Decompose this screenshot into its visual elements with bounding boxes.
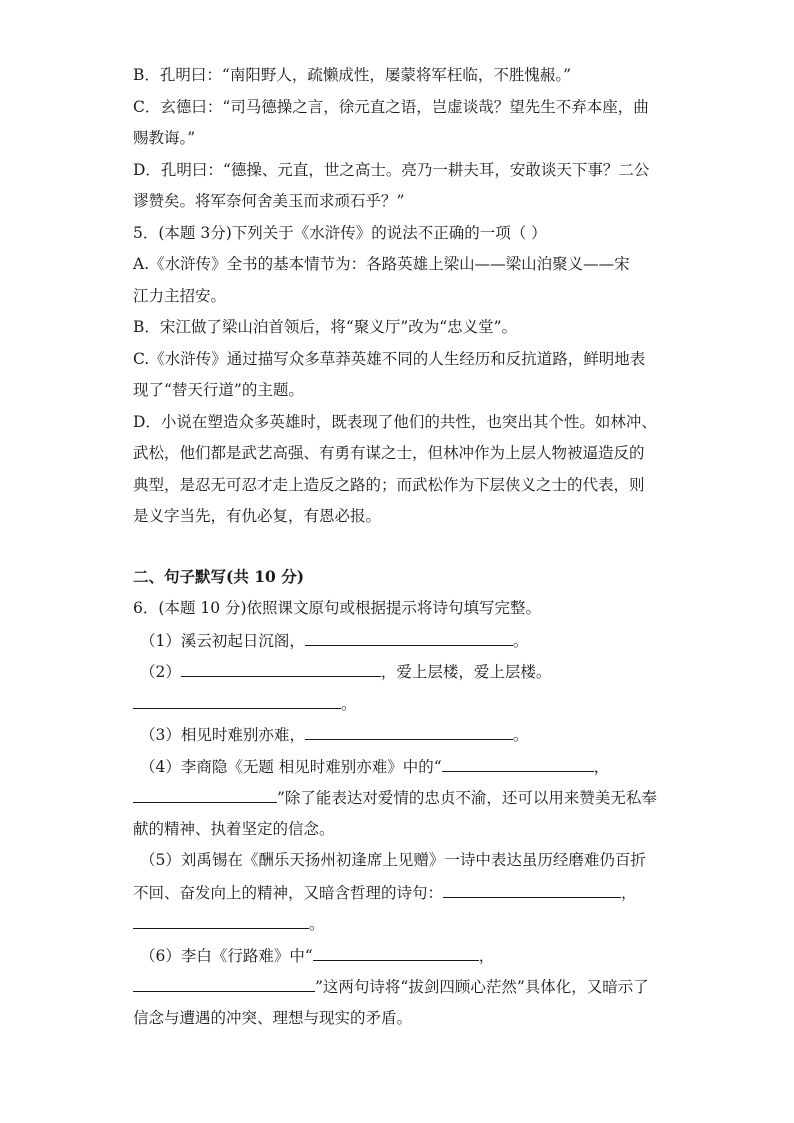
- q5-option-d-line2: 武松，他们都是武艺高强、有勇有谋之士，但林冲作为上层人物被逼造反的: [133, 444, 645, 462]
- q5-option-c-line1: C.《水浒传》通过描写众多草莽英雄不同的人生经历和反抗道路，鲜明地表: [133, 350, 646, 368]
- q4-option-c-line1: C．玄德曰：“司马德操之言，徐元直之语，岂虚谈哉？望先生不弃本座，曲: [133, 98, 649, 116]
- q6-item6-blank-2[interactable]: [133, 975, 315, 992]
- q6-item2-line2: [133, 692, 357, 714]
- q6-item4-line3: 献的精神、执着坚定的信念。: [133, 820, 335, 838]
- q6-item6: [140, 944, 494, 966]
- q6-item1-blank[interactable]: [305, 629, 513, 646]
- q4-option-d-line1: D．孔明曰：“德操、元直，世之高士。亮乃一耕夫耳，安敢谈天下事？二公: [133, 161, 650, 179]
- q6-item4-comma: ，: [593, 758, 610, 776]
- q6-item2-blank-1[interactable]: [181, 660, 381, 677]
- q6-item3-blank[interactable]: [305, 723, 513, 740]
- q6-item4-blank-1[interactable]: [442, 755, 594, 772]
- q6-item1-end: 。: [512, 632, 529, 650]
- q6-item5-comma: ，: [621, 884, 637, 902]
- q5-option-b: B．宋江做了梁山泊首领后，将“聚义厅”改为“忠义堂”。: [133, 318, 518, 336]
- q6-item3-prompt: （3）相见时难别亦难，: [140, 726, 305, 744]
- q6-item4: [140, 755, 609, 777]
- q4-option-b: B．孔明曰：“南阳野人，疏懒成性，屡蒙将军枉临，不胜愧赧。”: [133, 66, 571, 84]
- q5-option-a-line1: A.《水浒传》全书的基本情节为：各路英雄上梁山——梁山泊聚义——宋: [133, 255, 630, 273]
- q6-item1: [140, 629, 528, 651]
- q6-stem: 6．(本题 10 分)依照课文原句或根据提示将诗句填写完整。: [133, 599, 542, 617]
- q5-option-a-line2: 江力主招安。: [133, 287, 227, 305]
- q6-item2: [140, 660, 551, 682]
- q6-item6-line2: [133, 975, 649, 997]
- q6-item2-prompt: （2）: [140, 663, 181, 681]
- section-heading: 二、句子默写(共 10 分): [133, 567, 305, 586]
- q5-option-d-line1: D．小说在塑造众多英雄时，既表现了他们的共性，也突出其个性。如林冲、: [133, 413, 657, 431]
- q6-item6-comma: ，: [478, 947, 495, 965]
- q6-item5-line3: [133, 912, 325, 934]
- q6-item6-blank-1[interactable]: [313, 944, 479, 961]
- q6-item5-end: 。: [309, 915, 325, 933]
- q6-item3-end: 。: [512, 726, 529, 744]
- q4-option-c-line2: 赐教诲。”: [133, 129, 196, 147]
- q6-item2-blank-2[interactable]: [133, 692, 341, 709]
- q5-option-c-line2: 现了“替天行道”的主题。: [133, 381, 304, 399]
- q6-item5-text: 不回、奋发向上的精神，又暗含哲理的诗句：: [133, 884, 444, 902]
- q6-item6-line3: 信念与遭遇的冲突、理想与现实的矛盾。: [133, 1009, 413, 1027]
- q6-item5-blank-2[interactable]: [133, 912, 309, 929]
- q6-item3: [140, 723, 528, 745]
- q6-item4-text: ”除了能表达对爱情的忠贞不渝，还可以用来赞美无私奉: [277, 789, 657, 807]
- q6-item5-blank-1[interactable]: [443, 881, 621, 898]
- q6-item4-prompt: （4）李商隐《无题 相见时难别亦难》中的“: [140, 758, 442, 776]
- q6-item1-prompt: （1）溪云初起日沉阁，: [140, 632, 305, 650]
- q6-item5-line2: [133, 881, 637, 903]
- q6-item6-prompt: （6）李白《行路难》中“: [140, 947, 313, 965]
- q6-item2-end: 。: [341, 695, 357, 713]
- q5-option-d-line4: 是义字当先，有仇必复，有恩必报。: [133, 507, 382, 525]
- q6-item6-text: ”这两句诗将“拔剑四顾心茫然”具体化，又暗示了: [315, 978, 649, 996]
- q6-item5-line1: （5）刘禹锡在《酬乐天扬州初逢席上见赠》一诗中表达虽历经磨难仍百折: [140, 851, 646, 869]
- q4-option-d-line2: 谬赞矣。将军奈何舍美玉而求顽石乎？”: [133, 192, 405, 210]
- q6-item2-text: ，爱上层楼，爱上层楼。: [380, 663, 552, 681]
- q5-option-d-line3: 典型，是忍无可忍才走上造反之路的；而武松作为下层侠义之士的代表，则: [133, 476, 645, 494]
- q5-stem: 5．(本题 3分)下列关于《水浒传》的说法不正确的一项（ ）: [133, 224, 547, 242]
- q6-item4-line2: [133, 786, 657, 808]
- q6-item4-blank-2[interactable]: [133, 786, 277, 803]
